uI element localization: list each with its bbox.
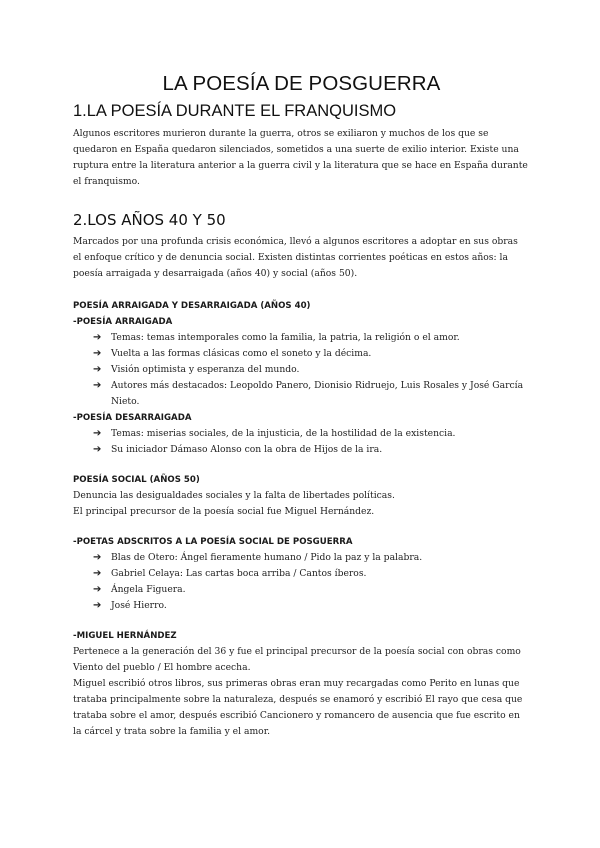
arrow-bullet-icon: ➔ bbox=[93, 348, 102, 359]
arrow-bullet-icon: ➔ bbox=[93, 444, 102, 455]
list-arraigada bbox=[73, 330, 530, 410]
list-item: ➔ Gabriel Celaya: Las cartas boca arriba / Cantos íberos. bbox=[93, 566, 530, 582]
section-heading-anos-40-50: 2.LOS AÑOS 40 Y 50 bbox=[73, 211, 226, 229]
text-line: Marcados por una profunda crisis económica, llevó a algunos escritores a adoptar en sus obras bbox=[73, 236, 518, 247]
text-line: Denuncia las desigualdades sociales y la falta de libertades políticas. bbox=[73, 490, 395, 501]
list-desarraigada bbox=[73, 426, 530, 458]
text-line: Miguel escribió otros libros, sus primeras obras eran muy recargadas como Perito en lunas que bbox=[73, 678, 520, 689]
text-line: quedaron en España quedaron silenciados, sometidos a una suerte de exilio interior. Existe una bbox=[73, 144, 519, 155]
arrow-bullet-icon: ➔ bbox=[93, 428, 102, 439]
arrow-bullet-icon: ➔ bbox=[93, 584, 102, 595]
subheading-poesia-social: POESÍA SOCIAL (AÑOS 50) bbox=[73, 475, 200, 485]
paragraph-anos-40-50 bbox=[73, 234, 530, 282]
arrow-bullet-icon: ➔ bbox=[93, 600, 102, 611]
list-poetas bbox=[73, 550, 530, 614]
list-item: ➔ Autores más destacados: Leopoldo Panero, Dionisio Ridruejo, Luis Rosales y José García Nieto. bbox=[93, 380, 524, 407]
list-item: ➔ Temas: miserias sociales, de la injusticia, de la hostilidad de la existencia. bbox=[93, 426, 530, 442]
list-item: ➔ Ángela Figuera. bbox=[93, 582, 530, 598]
list-item: ➔ Vuelta a las formas clásicas como el soneto y la décima. bbox=[93, 346, 530, 362]
text-line: trataba principalmente sobre la naturaleza, después se enamoró y escribió El rayo que cesa que bbox=[73, 694, 523, 705]
arrow-bullet-icon: ➔ bbox=[93, 568, 102, 579]
arrow-bullet-icon: ➔ bbox=[93, 552, 102, 563]
text-line: El principal precursor de la poesía social fue Miguel Hernández. bbox=[73, 506, 375, 517]
text-line: el franquismo. bbox=[73, 176, 140, 187]
subheading-arraigada: -POESÍA ARRAIGADA bbox=[73, 317, 173, 327]
arrow-bullet-icon: ➔ bbox=[93, 380, 102, 391]
text-line: la cárcel y trata sobre la familia y el amor. bbox=[73, 726, 271, 737]
text-line: el enfoque crítico y de denuncia social. Existen distintas corrientes poéticas en estos años: la bbox=[73, 252, 508, 263]
section-heading-franquismo: 1.LA POESÍA DURANTE EL FRANQUISMO bbox=[73, 102, 397, 120]
list-item: ➔ Blas de Otero: Ángel fieramente humano / Pido la paz y la palabra. bbox=[93, 550, 530, 566]
text-line: Pertenece a la generación del 36 y fue el principal precursor de la poesía social con obras como bbox=[73, 646, 521, 657]
arrow-bullet-icon: ➔ bbox=[93, 332, 102, 343]
subheading-miguel-hernandez: -MIGUEL HERNÁNDEZ bbox=[73, 631, 177, 641]
list-item: ➔ Visión optimista y esperanza del mundo. bbox=[93, 362, 530, 378]
paragraph-franquismo bbox=[73, 126, 530, 190]
document-title: LA POESÍA DE POSGUERRA bbox=[162, 72, 441, 95]
list-item: ➔ Temas: temas intemporales como la familia, la patria, la religión o el amor. bbox=[93, 330, 530, 346]
subheading-arraigada-desarraigada: POESÍA ARRAIGADA Y DESARRAIGADA (AÑOS 40) bbox=[73, 301, 311, 311]
list-item: ➔ José Hierro. bbox=[93, 598, 530, 614]
text-line: Viento del pueblo / El hombre acecha. bbox=[73, 662, 251, 673]
text-line: poesía arraigada y desarraigada (años 40) y social (años 50). bbox=[73, 268, 358, 279]
subheading-poetas-adscritos: -POETAS ADSCRITOS A LA POESÍA SOCIAL DE POSGUERRA bbox=[73, 537, 353, 547]
list-item: ➔ Su iniciador Dámaso Alonso con la obra de Hijos de la ira. bbox=[93, 442, 530, 458]
text-line: Algunos escritores murieron durante la guerra, otros se exiliaron y muchos de los que se bbox=[73, 128, 489, 139]
text-line: ruptura entre la literatura anterior a la guerra civil y la literatura que se hace en España durante bbox=[73, 160, 528, 171]
text-line: trataba sobre el amor, después escribió Cancionero y romancero de ausencia que fue escrito en bbox=[73, 710, 520, 721]
subheading-desarraigada: -POESÍA DESARRAIGADA bbox=[73, 413, 192, 423]
arrow-bullet-icon: ➔ bbox=[93, 364, 102, 375]
paragraph-miguel-hernandez bbox=[73, 644, 530, 740]
